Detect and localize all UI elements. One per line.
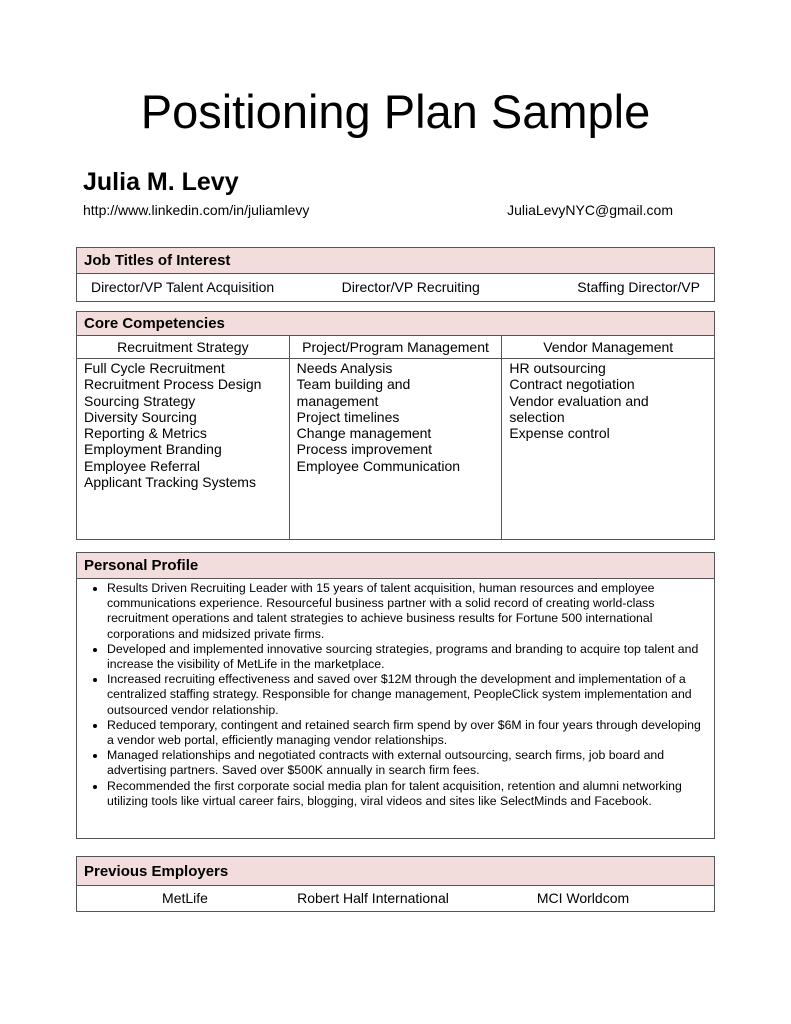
competency-item: Expense control bbox=[509, 425, 610, 442]
employer-item: Robert Half International bbox=[297, 890, 449, 906]
competency-item: Employee Referral bbox=[84, 457, 200, 474]
linkedin-link[interactable]: http://www.linkedin.com/in/juliamlevy bbox=[83, 202, 310, 218]
competency-item: Sourcing Strategy bbox=[84, 392, 196, 409]
competency-item: HR outsourcing bbox=[509, 360, 606, 376]
competency-item: Recruitment Process Design bbox=[84, 376, 262, 393]
competency-column-title: Vendor Management bbox=[501, 336, 714, 359]
employers-header: Previous Employers bbox=[77, 857, 714, 886]
competency-column bbox=[289, 359, 502, 539]
competencies-body-row bbox=[77, 359, 714, 539]
competency-column-title: Recruitment Strategy bbox=[77, 336, 289, 359]
employer-item: MetLife bbox=[162, 890, 208, 906]
competencies-head-row bbox=[77, 336, 714, 359]
employers-section bbox=[76, 856, 715, 912]
profile-list bbox=[77, 579, 714, 809]
competencies-table bbox=[77, 336, 714, 539]
competency-item: Vendor evaluation and selection bbox=[509, 392, 649, 425]
profile-bullet: • Reduced temporary, contingent and retained search firm spend by over $6M in four years through developing a vendor web portal, efficiently managing vendor relationships. bbox=[107, 718, 706, 748]
job-title-item: Director/VP Talent Acquisition bbox=[91, 279, 275, 295]
competency-item: Project timelines bbox=[296, 408, 400, 425]
competency-column bbox=[77, 359, 289, 539]
job-title-item: Director/VP Recruiting bbox=[341, 279, 480, 295]
competency-item: Diversity Sourcing bbox=[84, 408, 197, 425]
job-title-item: Staffing Director/VP bbox=[577, 279, 700, 295]
job-titles-row bbox=[77, 274, 714, 301]
employers-row bbox=[77, 886, 714, 911]
competency-item: Contract negotiation bbox=[509, 376, 635, 393]
competency-item: Employee Communication bbox=[296, 457, 461, 474]
job-titles-section bbox=[76, 247, 715, 302]
competency-item: Team building and management bbox=[296, 376, 411, 409]
page-title: Positioning Plan Sample bbox=[140, 85, 651, 138]
profile-bullet: • Recommended the first corporate social media plan for talent acquisition, retention and alumni networking utilizing tools like virtual career fairs, blogging, viral videos and sites like SelectMinds and Facebook. bbox=[107, 779, 706, 809]
competency-item: Full Cycle Recruitment bbox=[84, 360, 225, 376]
competencies-section bbox=[76, 311, 715, 540]
competency-column bbox=[501, 359, 714, 539]
competency-item: Applicant Tracking Systems bbox=[84, 474, 256, 491]
competency-item: Employment Branding bbox=[84, 441, 222, 458]
profile-bullet: • Results Driven Recruiting Leader with 15 years of talent acquisition, human resources and employee communications experience. Resourceful business partner with a solid record of creating world-class recruitment operations and talent strategies to achieve business results for Fortune 500 international corporations and midsized private firms. bbox=[107, 581, 706, 642]
competency-item: Process improvement bbox=[296, 441, 433, 458]
competency-item: Change management bbox=[296, 425, 432, 442]
job-titles-header: Job Titles of Interest bbox=[77, 248, 714, 274]
candidate-name: Julia M. Levy bbox=[83, 168, 239, 196]
competency-item: Needs Analysis bbox=[296, 360, 393, 376]
profile-header: Personal Profile bbox=[77, 553, 714, 579]
profile-bullet: • Developed and implemented innovative sourcing strategies, programs and branding to acquire top talent and increase the visibility of MetLife in the marketplace. bbox=[107, 642, 706, 672]
profile-bullet: • Managed relationships and negotiated contracts with external outsourcing, search firms, job board and advertising partners. Saved over $500K annually in search firm fees. bbox=[107, 748, 706, 778]
email-link[interactable]: JuliaLevyNYC@gmail.com bbox=[507, 202, 673, 218]
contact-row bbox=[83, 201, 673, 219]
employer-item: MCI Worldcom bbox=[536, 890, 630, 906]
competency-item: Reporting & Metrics bbox=[84, 425, 207, 442]
profile-bullet: • Increased recruiting effectiveness and saved over $12M through the development and implementation of a centralized staffing strategy. Responsible for change management, PeopleClick system implementation and outsourced vendor relationship. bbox=[107, 672, 706, 718]
profile-section bbox=[76, 552, 715, 839]
competency-column-title: Project/Program Management bbox=[289, 336, 502, 359]
competencies-header: Core Competencies bbox=[77, 312, 714, 336]
